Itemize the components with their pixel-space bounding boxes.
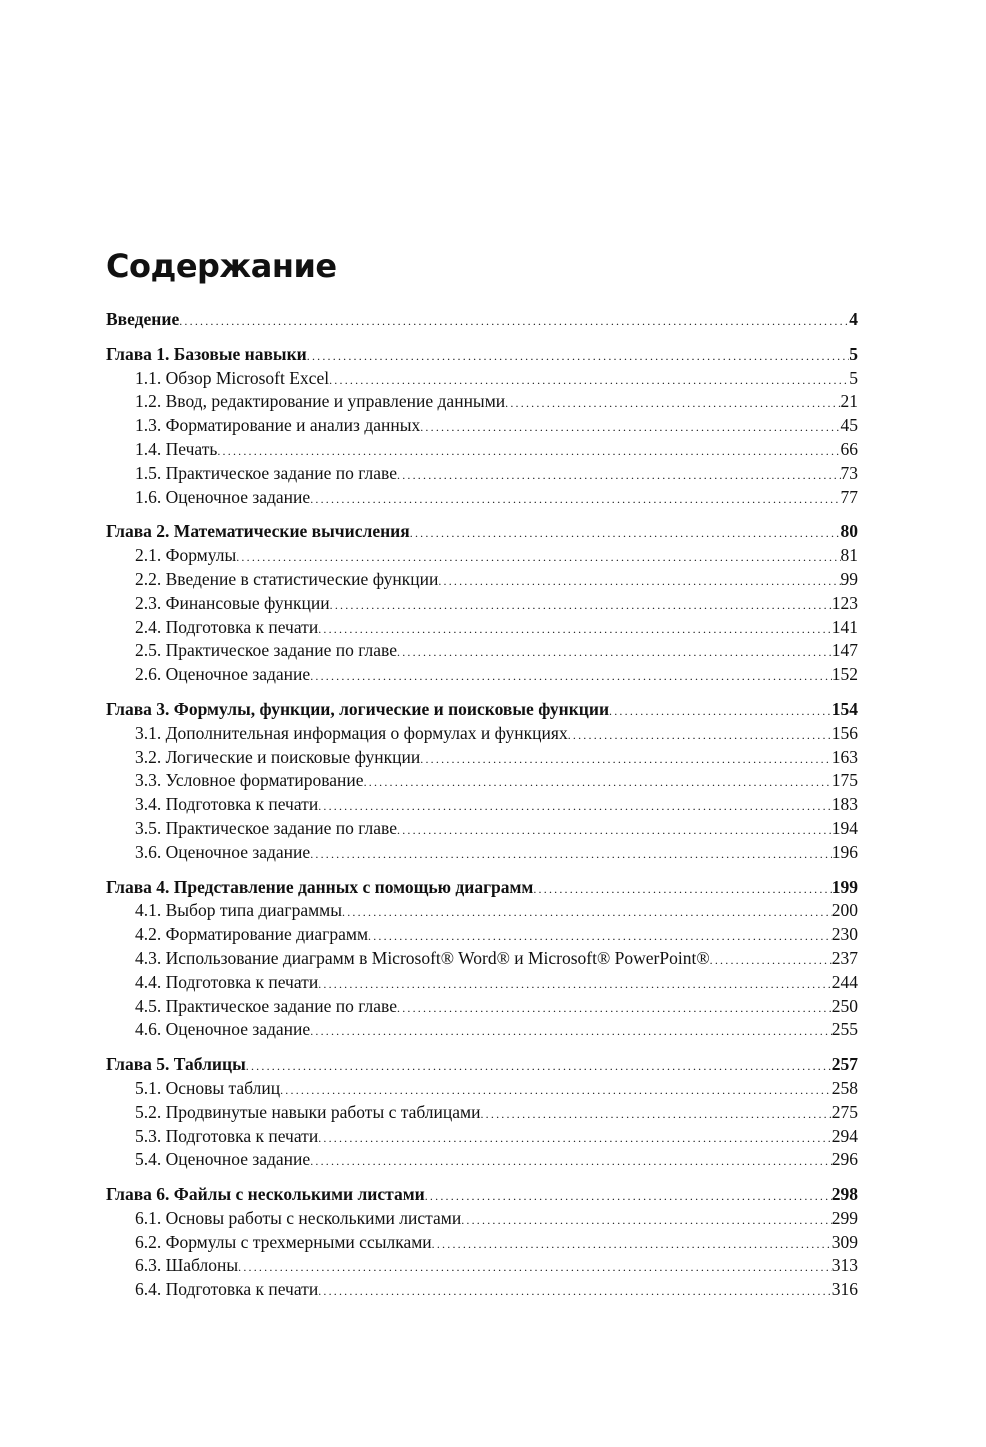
page-number: 296 [831,1149,858,1170]
dot-leader [438,570,840,594]
page-number: 5 [849,343,858,364]
page-number: 255 [831,1019,858,1040]
dot-leader [480,1103,831,1127]
toc-section-entry[interactable] [106,1018,858,1042]
toc-section-entry[interactable] [106,462,858,486]
section-title: 3.4. Подготовка к печати [135,794,319,815]
dot-leader [432,1233,832,1257]
page-number: 230 [831,924,858,945]
section-title: 3.6. Оценочное задание [135,841,311,862]
page-number: 199 [831,876,858,897]
toc-section-entry[interactable] [106,746,858,770]
section-title: 1.5. Практическое задание по главе [135,462,397,483]
dot-leader [329,369,849,393]
toc-chapter-entry[interactable] [106,1183,858,1207]
dot-leader [368,925,832,949]
toc-section-entry[interactable] [106,817,858,841]
toc-section-entry[interactable] [106,616,858,640]
section-title: 4.1. Выбор типа диаграммы [135,900,342,921]
section-title: 5.2. Продвинутые навыки работы с таблицами [135,1101,481,1122]
page-number: 316 [831,1279,858,1300]
toc-section-entry[interactable] [106,639,858,663]
page-number: 313 [831,1255,858,1276]
page-number: 237 [831,947,858,968]
page-number: 5 [849,367,858,388]
toc-section-entry[interactable] [106,438,858,462]
page-number: 77 [840,486,858,507]
page-number: 80 [840,521,858,542]
page-number: 99 [840,568,858,589]
page-number: 299 [831,1207,858,1228]
toc-chapter-group [106,520,858,687]
page-number: 4 [849,309,858,329]
toc-section-entry[interactable] [106,568,858,592]
dot-leader [217,440,840,464]
page-number: 147 [831,640,858,661]
chapter-title: Введение [106,309,180,329]
dot-leader [318,795,832,819]
dot-leader [179,310,849,334]
toc-section-entry[interactable] [106,390,858,414]
dot-leader [609,700,832,724]
dot-leader [246,1055,832,1079]
page-number: 73 [840,462,858,483]
page-number: 309 [831,1231,858,1252]
page-number: 258 [831,1077,858,1098]
chapter-title: Глава 2. Математические вычисления [106,521,410,542]
toc-chapter-entry[interactable] [106,308,858,332]
section-title: 6.1. Основы работы с несколькими листами [135,1207,462,1228]
section-title: 4.2. Форматирование диаграмм [135,924,369,945]
page-number: 81 [840,545,858,566]
toc-chapter-entry[interactable] [106,343,858,367]
page-number: 123 [831,592,858,613]
dot-leader [410,522,841,546]
section-title: 2.4. Подготовка к печати [135,616,319,637]
page-number: 66 [840,438,858,459]
dot-leader [318,618,832,642]
toc-section-entry[interactable] [106,1254,858,1278]
section-title: 1.6. Оценочное задание [135,486,311,507]
dot-leader [342,901,832,925]
toc-section-entry[interactable] [106,971,858,995]
page-number: 298 [831,1184,858,1205]
dot-leader [236,546,840,570]
chapter-title: Глава 6. Файлы с несколькими листами [106,1184,425,1205]
page-number: 183 [831,794,858,815]
dot-leader [397,819,832,843]
section-title: 4.4. Подготовка к печати [135,971,319,992]
section-title: 1.2. Ввод, редактирование и управление данными [135,391,506,412]
toc-chapter-group [106,343,858,510]
section-title: 6.4. Подготовка к печати [135,1279,319,1300]
dot-leader [318,1127,832,1151]
dot-leader [397,641,832,665]
toc-chapter-entry[interactable] [106,698,858,722]
toc-section-entry[interactable] [106,1101,858,1125]
dot-leader [420,748,831,772]
page-number: 250 [831,995,858,1016]
table-of-contents [106,308,858,1313]
section-title: 6.3. Шаблоны [135,1255,239,1276]
toc-section-entry[interactable] [106,769,858,793]
page-number: 154 [831,698,858,719]
dot-leader [310,843,832,867]
dot-leader [397,464,841,488]
page-number: 175 [831,770,858,791]
section-title: 3.5. Практическое задание по главе [135,817,397,838]
section-title: 3.2. Логические и поисковые функции [135,746,421,767]
toc-section-entry[interactable] [106,1231,858,1255]
page-number: 194 [831,817,858,838]
section-title: 4.5. Практическое задание по главе [135,995,397,1016]
section-title: 2.5. Практическое задание по главе [135,640,397,661]
toc-chapter-entry[interactable] [106,520,858,544]
section-title: 2.6. Оценочное задание [135,664,311,685]
toc-section-entry[interactable] [106,1278,858,1302]
section-title: 2.1. Формулы [135,545,237,566]
section-title: 5.4. Оценочное задание [135,1149,311,1170]
section-title: 2.3. Финансовые функции [135,592,330,613]
toc-chapter-entry[interactable] [106,876,858,900]
section-title: 4.6. Оценочное задание [135,1019,311,1040]
section-title: 1.1. Обзор Microsoft Excel [135,367,330,388]
dot-leader [397,997,832,1021]
dot-leader [238,1256,832,1280]
toc-section-entry[interactable] [106,793,858,817]
section-title: 3.3. Условное форматирование [135,770,364,791]
dot-leader [318,973,832,997]
dot-leader [568,724,832,748]
dot-leader [318,1280,832,1304]
dot-leader [310,488,840,512]
section-title: 2.2. Введение в статистические функции [135,568,439,589]
section-title: 3.1. Дополнительная информация о формулах и функциях [135,722,568,743]
dot-leader [310,1150,832,1174]
page-number: 275 [831,1101,858,1122]
page-number: 196 [831,841,858,862]
page-number: 257 [831,1054,858,1075]
page-number: 156 [831,722,858,743]
toc-section-entry[interactable] [106,1148,858,1172]
chapter-title: Глава 3. Формулы, функции, логические и поисковые функции [106,698,610,719]
dot-leader [280,1079,832,1103]
page-number: 294 [831,1125,858,1146]
dot-leader [505,392,840,416]
chapter-title: Глава 1. Базовые навыки [106,343,307,364]
dot-leader [330,594,832,618]
dot-leader [425,1185,832,1209]
dot-leader [420,416,840,440]
page-number: 152 [831,664,858,685]
page-number: 163 [831,746,858,767]
toc-section-entry[interactable] [106,1207,858,1231]
page-number: 45 [840,415,858,436]
dot-leader [710,949,832,973]
toc-section-entry[interactable] [106,544,858,568]
dot-leader [310,1020,832,1044]
toc-section-entry[interactable] [106,995,858,1019]
toc-chapter-group [106,876,858,1043]
toc-section-entry[interactable] [106,592,858,616]
section-title: 5.1. Основы таблиц [135,1077,281,1098]
toc-section-entry[interactable] [106,899,858,923]
chapter-title: Глава 5. Таблицы [106,1054,246,1075]
toc-chapter-group [106,1183,858,1302]
chapter-title: Глава 4. Представление данных с помощью диаграмм [106,876,534,897]
toc-section-entry[interactable] [106,486,858,510]
page-number: 21 [840,391,858,412]
section-title: 5.3. Подготовка к печати [135,1125,319,1146]
dot-leader [461,1209,832,1233]
dot-leader [307,345,850,369]
section-title: 6.2. Формулы с трехмерными ссылками [135,1231,432,1252]
toc-chapter-group [106,698,858,865]
toc-section-entry[interactable] [106,663,858,687]
page-number: 200 [831,900,858,921]
toc-section-entry[interactable] [106,367,858,391]
dot-leader [533,878,831,902]
page-number: 244 [831,971,858,992]
toc-section-entry[interactable] [106,947,858,971]
section-title: 1.3. Форматирование и анализ данных [135,415,421,436]
section-title: 1.4. Печать [135,438,218,459]
toc-chapter-group [106,308,858,332]
page-title: Содержание [106,247,337,285]
toc-section-entry[interactable] [106,1077,858,1101]
toc-section-entry[interactable] [106,722,858,746]
toc-chapter-entry[interactable] [106,1053,858,1077]
toc-chapter-group [106,1053,858,1172]
toc-section-entry[interactable] [106,923,858,947]
dot-leader [310,665,832,689]
dot-leader [364,771,832,795]
toc-section-entry[interactable] [106,841,858,865]
toc-section-entry[interactable] [106,414,858,438]
toc-section-entry[interactable] [106,1125,858,1149]
section-title: 4.3. Использование диаграмм в Microsoft® Word® и Microsoft® PowerPoint® [135,947,710,968]
page-number: 141 [831,616,858,637]
